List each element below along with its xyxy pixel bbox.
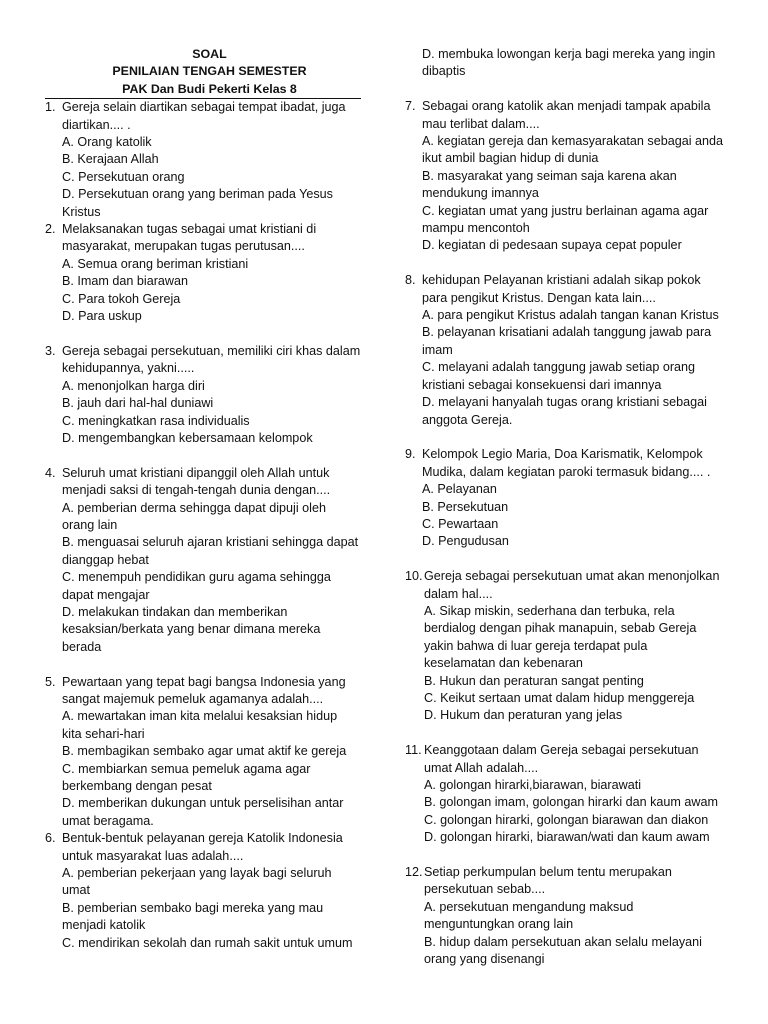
right-question-list	[405, 98, 727, 968]
question-1	[45, 99, 367, 221]
question-line: Seluruh umat kristiani dipanggil oleh Allah untuk	[62, 465, 330, 480]
question-line: imam	[422, 342, 453, 357]
header-subject: PAK Dan Budi Pekerti Kelas 8	[122, 81, 297, 96]
answer-option: D. Para uskup	[62, 309, 142, 324]
question-line: dianggap hebat	[62, 552, 149, 567]
answer-option: D. melayani hanyalah tugas orang kristiani sebagai	[422, 395, 707, 410]
question-line: dalam hal....	[424, 586, 493, 601]
question-line: menguntungkan orang lain	[424, 917, 574, 932]
answer-option: C. kegiatan umat yang justru berlainan agama agar	[422, 203, 709, 218]
question-12	[405, 864, 727, 968]
question-number: 12.	[405, 865, 423, 879]
question-number: 8.	[405, 273, 416, 288]
answer-option: C. membiarkan semua pemeluk agama agar	[62, 761, 311, 776]
question-line: kesaksian/berkata yang benar dimana mereka	[62, 622, 321, 637]
left-column	[45, 46, 367, 952]
header-exam-name: PENILAIAN TENGAH SEMESTER	[112, 64, 307, 79]
question-line: mendukung imannya	[422, 186, 539, 201]
spacer	[45, 447, 367, 464]
answer-option: D. kegiatan di pedesaan supaya cepat populer	[422, 238, 682, 253]
question-line: berdialog dengan pihak manapuin, sebab Gereja	[424, 621, 697, 636]
spacer	[405, 847, 727, 864]
answer-option: A. para pengikut Kristus adalah tangan kanan Kristus	[422, 308, 719, 323]
answer-option: A. pemberian pekerjaan yang layak bagi seluruh	[62, 866, 332, 881]
spacer	[45, 326, 367, 343]
question-line: menjadi katolik	[62, 918, 146, 933]
question-line: anggota Gereja.	[422, 412, 513, 427]
answer-option: C. Keikut sertaan umat dalam hidup menggereja	[424, 690, 695, 705]
answer-option: A. Sikap miskin, sederhana dan terbuka, rela	[424, 603, 675, 618]
answer-option: B. pemberian sembako bagi mereka yang mau	[62, 900, 324, 915]
question-line: Sebagai orang katolik akan menjadi tampak apabila	[422, 99, 711, 114]
question-line: persekutuan sebab....	[424, 882, 546, 897]
question-line: keselamatan dan kebenaran	[424, 656, 583, 671]
answer-option: C. mendirikan sekolah dan rumah sakit untuk umum	[62, 935, 353, 950]
question-number: 5.	[45, 674, 56, 689]
answer-option: B. Kerajaan Allah	[62, 152, 159, 167]
question-line: orang lain	[62, 517, 118, 532]
question-number: 6.	[45, 831, 56, 846]
question-line: D. membuka lowongan kerja bagi mereka yang ingin	[422, 47, 716, 61]
question-line: Kristus	[62, 204, 101, 219]
right-column	[405, 46, 727, 968]
answer-option: C. melayani adalah tanggung jawab setiap orang	[422, 360, 696, 375]
spacer	[405, 81, 727, 98]
question-line: masyarakat, merupakan tugas perutusan....	[62, 239, 305, 254]
question-line: umat	[62, 883, 90, 898]
answer-option: A. menonjolkan harga diri	[62, 378, 205, 393]
answer-option: D. Hukum dan peraturan yang jelas	[424, 708, 623, 723]
question-2	[45, 221, 367, 325]
question-line: Setiap perkumpulan belum tentu merupakan	[424, 865, 672, 879]
question-number: 4.	[45, 465, 56, 480]
question-line: yakin bahwa di luar gereja terdapat pula	[424, 638, 648, 653]
question-line: dibaptis	[422, 64, 466, 79]
question-4	[45, 465, 367, 656]
question-number: 10.	[405, 569, 423, 584]
answer-option: A. Pelayanan	[422, 482, 497, 497]
question-number: 7.	[405, 99, 416, 114]
question-line: dapat mengajar	[62, 587, 150, 602]
question-line: Gereja selain diartikan sebagai tempat ibadat, juga	[62, 100, 346, 115]
answer-option: A. Orang katolik	[62, 135, 152, 150]
answer-option: C. menempuh pendidikan guru agama sehingga	[62, 570, 331, 585]
answer-option: C. Pewartaan	[422, 516, 499, 531]
spacer	[405, 551, 727, 568]
answer-option: A. Semua orang beriman kristiani	[62, 256, 249, 271]
question-line: kehidupannya, yakni.....	[62, 361, 195, 376]
question-line: Mudika, dalam kegiatan paroki termasuk bidang.... .	[422, 464, 711, 479]
answer-option: D. memberikan dukungan untuk perselisihan antar	[62, 796, 344, 811]
answer-option: D. Pengudusan	[422, 534, 509, 549]
answer-option: D. golongan hirarki, biarawan/wati dan kaum awam	[424, 830, 710, 845]
answer-option: B. Persekutuan	[422, 499, 509, 514]
question-line: Melaksanakan tugas sebagai umat kristiani di	[62, 222, 317, 237]
question-line: sangat majemuk pemeluk agamanya adalah....	[62, 691, 324, 706]
question-line: Pewartaan yang tepat bagi bangsa Indonesia yang	[62, 674, 346, 689]
question-line: umat Allah adalah....	[424, 760, 539, 775]
question-line: berada	[62, 639, 102, 654]
answer-option: A. pemberian derma sehingga dapat dipuji oleh	[62, 500, 326, 515]
answer-option: B. pelayanan krisatiani adalah tanggung jawab para	[422, 325, 712, 340]
question-line: berkembang dengan pesat	[62, 779, 212, 794]
question-line: kita sehari-hari	[62, 726, 145, 741]
header-title: SOAL	[192, 47, 227, 61]
question-line: mau terlibat dalam....	[422, 116, 540, 131]
question-line: orang yang disenangi	[424, 952, 545, 967]
question-number: 11.	[405, 743, 422, 758]
answer-option: A. golongan hirarki,biarawan, biarawati	[424, 777, 642, 792]
question-10	[405, 568, 727, 725]
question-number: 1.	[45, 100, 56, 115]
answer-option: B. membagikan sembako agar umat aktif ke gereja	[62, 744, 347, 759]
spacer	[405, 429, 727, 446]
question-line: umat beragama.	[62, 813, 154, 828]
answer-option: C. Persekutuan orang	[62, 169, 185, 184]
question-8	[405, 272, 727, 429]
question-line: ikut ambil bagian hidup di dunia	[422, 151, 599, 166]
question-6-continuation	[405, 46, 727, 81]
answer-option: D. Persekutuan orang yang beriman pada Yesus	[62, 187, 333, 202]
answer-option: D. melakukan tindakan dan memberikan	[62, 604, 288, 619]
spacer	[45, 656, 367, 673]
question-9	[405, 446, 727, 550]
answer-option: D. mengembangkan kebersamaan kelompok	[62, 430, 313, 445]
question-line: Kelompok Legio Maria, Doa Karismatik, Kelompok	[422, 447, 703, 462]
question-line: para pengikut Kristus. Dengan kata lain....	[422, 290, 656, 305]
question-number: 2.	[45, 222, 56, 237]
question-line: Bentuk-bentuk pelayanan gereja Katolik Indonesia	[62, 831, 343, 846]
left-question-list	[45, 99, 367, 952]
answer-option: B. Imam dan biarawan	[62, 274, 188, 289]
question-line: Gereja sebagai persekutuan umat akan menonjolkan	[424, 569, 720, 584]
question-line: Keanggotaan dalam Gereja sebagai persekutuan	[424, 743, 699, 758]
answer-option: B. hidup dalam persekutuan akan selalu melayani	[424, 934, 702, 949]
question-line: mampu mencontoh	[422, 221, 530, 236]
question-number: 9.	[405, 447, 416, 462]
answer-option: C. Para tokoh Gereja	[62, 291, 181, 306]
answer-option: B. Hukun dan peraturan sangat penting	[424, 673, 644, 688]
question-line: menjadi saksi di tengah-tengah dunia dengan....	[62, 483, 331, 498]
question-line: diartikan.... .	[62, 117, 131, 132]
answer-option: C. meningkatkan rasa individualis	[62, 413, 250, 428]
answer-option: A. kegiatan gereja dan kemasyarakatan sebagai anda	[422, 134, 724, 149]
question-line: kehidupan Pelayanan kristiani adalah sikap pokok	[422, 273, 701, 288]
answer-option: B. masyarakat yang seiman saja karena akan	[422, 168, 677, 183]
question-line: untuk masyarakat luas adalah....	[62, 848, 244, 863]
question-3	[45, 343, 367, 447]
answer-option: B. jauh dari hal-hal duniawi	[62, 396, 214, 411]
answer-option: C. golongan hirarki, golongan biarawan dan diakon	[424, 812, 709, 827]
answer-option: A. persekutuan mengandung maksud	[424, 899, 634, 914]
question-line: kristiani sebagai konsekuensi dari imannya	[422, 377, 662, 392]
question-6	[45, 830, 367, 952]
answer-option: B. golongan imam, golongan hirarki dan kaum awam	[424, 795, 719, 810]
question-11	[405, 742, 727, 846]
spacer	[405, 725, 727, 742]
question-7	[405, 98, 727, 255]
answer-option: B. menguasai seluruh ajaran kristiani sehingga dapat	[62, 535, 359, 550]
question-number: 3.	[45, 343, 56, 358]
question-5	[45, 674, 367, 831]
question-line: Gereja sebagai persekutuan, memiliki ciri khas dalam	[62, 343, 361, 358]
answer-option: A. mewartakan iman kita melalui kesaksian hidup	[62, 709, 338, 724]
document-header	[57, 46, 362, 98]
spacer	[405, 255, 727, 272]
